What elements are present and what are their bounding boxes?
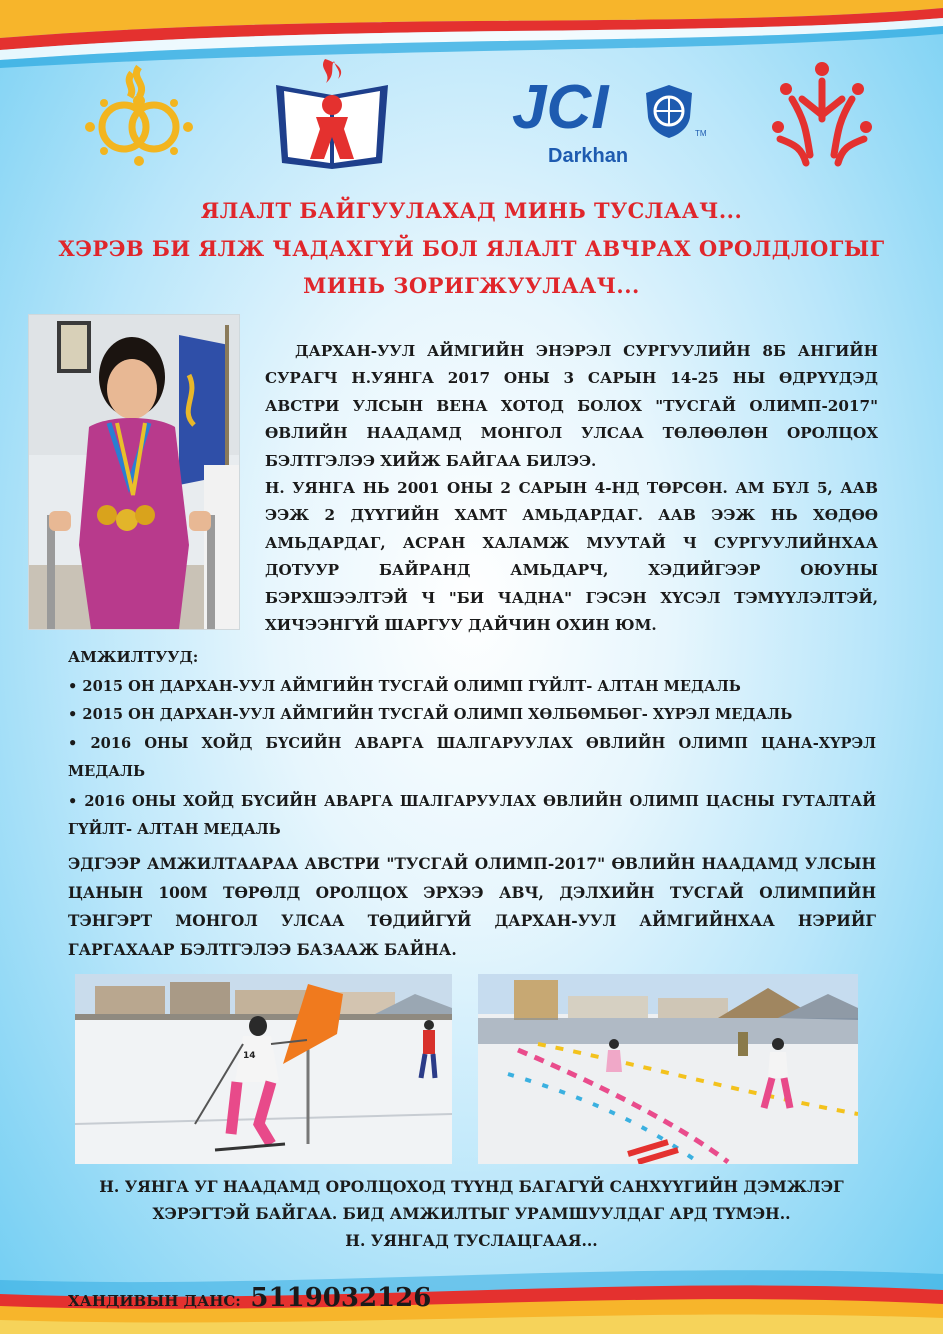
account-number: 5119032126 bbox=[250, 1283, 432, 1313]
account-label: ХАНДИВЫН ДАНС: bbox=[68, 1292, 241, 1310]
school-book-emblem-icon bbox=[270, 55, 394, 170]
jci-darkhan-text: Darkhan bbox=[548, 145, 629, 167]
intro-paragraph-1: ДАРХАН-УУЛ АЙМГИЙН ЭНЭРЭЛ СУРГУУЛИЙН 8Б АНГИЙН СУРАГЧ Н.УЯНГА 2017 ОНЫ 3 САРЫН 14-25 НЫ ӨДРҮҮДЭД АВСТРИ УЛСЫН ВЕНА ХОТОД БОЛОХ "ТУСГАЙ ОЛИМП-2017" ӨВЛИЙН НААДАМД МОНГОЛ УЛСАА ТӨЛӨӨЛӨН ОРОЛЦОХ БЭЛТГЭЛЭЭ ХИЙЖ БАЙГАА БИЛЭЭ. bbox=[265, 342, 878, 470]
photo-skiing-race bbox=[75, 974, 452, 1164]
intro-paragraph-2: Н. УЯНГА НЬ 2001 ОНЫ 2 САРЫН 4-НД ТӨРСӨН. АМ БҮЛ 5, ААВ ЭЭЖ 2 ДҮҮГИЙН ХАМТ АМЬДАРДАГ. ААВ ЭЭЖ НЬ ХӨДӨӨ АМЬДАРДАГ, АСРАН ХАЛАМЖ МУУТАЙ Ч СУРГУУЛИЙНХАА ДОТУУР БАЙРАНД АМЬДАРЧ, ХЭДИЙГЭЭР ОЮУНЫ БЭРХШЭЭЛТЭЙ Ч "БИ ЧАДНА" ГЭСЭН ХҮСЭЛ ТЭМҮҮЛЭЛТЭЙ, ХИЧЭЭНГҮЙ ШАРГУУ ДАЙЧИН ОХИН ЮМ. bbox=[265, 479, 878, 635]
sponsor-logos bbox=[0, 55, 943, 175]
achievement-item-4: • 2016 ОНЫ ХОЙД БҮСИЙН АВАРГА ШАЛГАРУУЛАХ ӨВЛИЙН ОЛИМП ЦАСНЫ ГУТАЛТАЙ ГҮЙЛТ- АЛТАН МЕДАЛЬ bbox=[68, 793, 876, 838]
jci-logo-text: JCI bbox=[512, 73, 609, 142]
closing-line-1: Н. УЯНГА УГ НААДАМД ОРОЛЦОХОД ТҮҮНД БАГАГҮЙ САНХҮҮГИЙН ДЭМЖЛЭГ bbox=[99, 1177, 844, 1196]
photo-girl-with-medals bbox=[28, 314, 240, 630]
headline-line-3: МИНЬ ЗОРИГЖУУЛААЧ... bbox=[303, 273, 640, 298]
jci-shield-icon bbox=[644, 83, 694, 139]
closing-line-2: ХЭРЭГТЭЙ БАЙГАА. БИД АМЖИЛТЫГ УРАМШУУЛДАГ АРД ТҮМЭН.. bbox=[152, 1204, 791, 1223]
donation-account bbox=[68, 1283, 431, 1313]
closing-line-3: Н. УЯНГАД ТУСЛАЦГААЯ... bbox=[345, 1231, 598, 1250]
summary-paragraph: ЭДГЭЭР АМЖИЛТААРАА АВСТРИ "ТУСГАЙ ОЛИМП-2017" ӨВЛИЙН НААДАМД УЛСЫН ЦАНЫН 100М ТӨРӨЛД ОРОЛЦОХ ЭРХЭЭ АВЧ, ДЭЛХИЙН ТУСГАЙ ОЛИМПИЙН ТЭНГЭРТ МОНГОЛ УЛСАА ТӨДИЙГҮЙ ДАРХАН-УУЛ АЙМГИЙНХАА НЭРИЙГ ГАРГАХААР БЭЛТГЭЛЭЭ БАЗААЖ БАЙНА. bbox=[68, 855, 876, 959]
gold-knot-emblem-icon bbox=[80, 57, 198, 169]
achievements-title: АМЖИЛТУУД: bbox=[68, 648, 199, 666]
achievement-item-1: • 2015 ОН ДАРХАН-УУЛ АЙМГИЙН ТУСГАЙ ОЛИМП ГҮЙЛТ- АЛТАН МЕДАЛЬ bbox=[68, 678, 741, 695]
photo-snowshoe-race bbox=[478, 974, 858, 1164]
achievement-item-3: • 2016 ОНЫ ХОЙД БҮСИЙН АВАРГА ШАЛГАРУУЛАХ ӨВЛИЙН ОЛИМП ЦАНА-ХҮРЭЛ МЕДАЛЬ bbox=[68, 735, 876, 780]
special-olympics-emblem-icon bbox=[766, 59, 878, 171]
headline-line-1: ЯЛАЛТ БАЙГУУЛАХАД МИНЬ ТУСЛААЧ... bbox=[200, 198, 743, 223]
achievement-item-2: • 2015 ОН ДАРХАН-УУЛ АЙМГИЙН ТУСГАЙ ОЛИМП ХӨЛБӨМБӨГ- ХҮРЭЛ МЕДАЛЬ bbox=[68, 706, 793, 723]
bib-number: 14 bbox=[243, 1051, 256, 1061]
headline-line-2: ХЭРЭВ БИ ЯЛЖ ЧАДАХГҮЙ БОЛ ЯЛАЛТ АВЧРАХ ОРОЛДЛОГЫГ bbox=[58, 236, 885, 261]
jci-tm-text: TM bbox=[695, 129, 707, 138]
jci-logo bbox=[512, 73, 712, 172]
